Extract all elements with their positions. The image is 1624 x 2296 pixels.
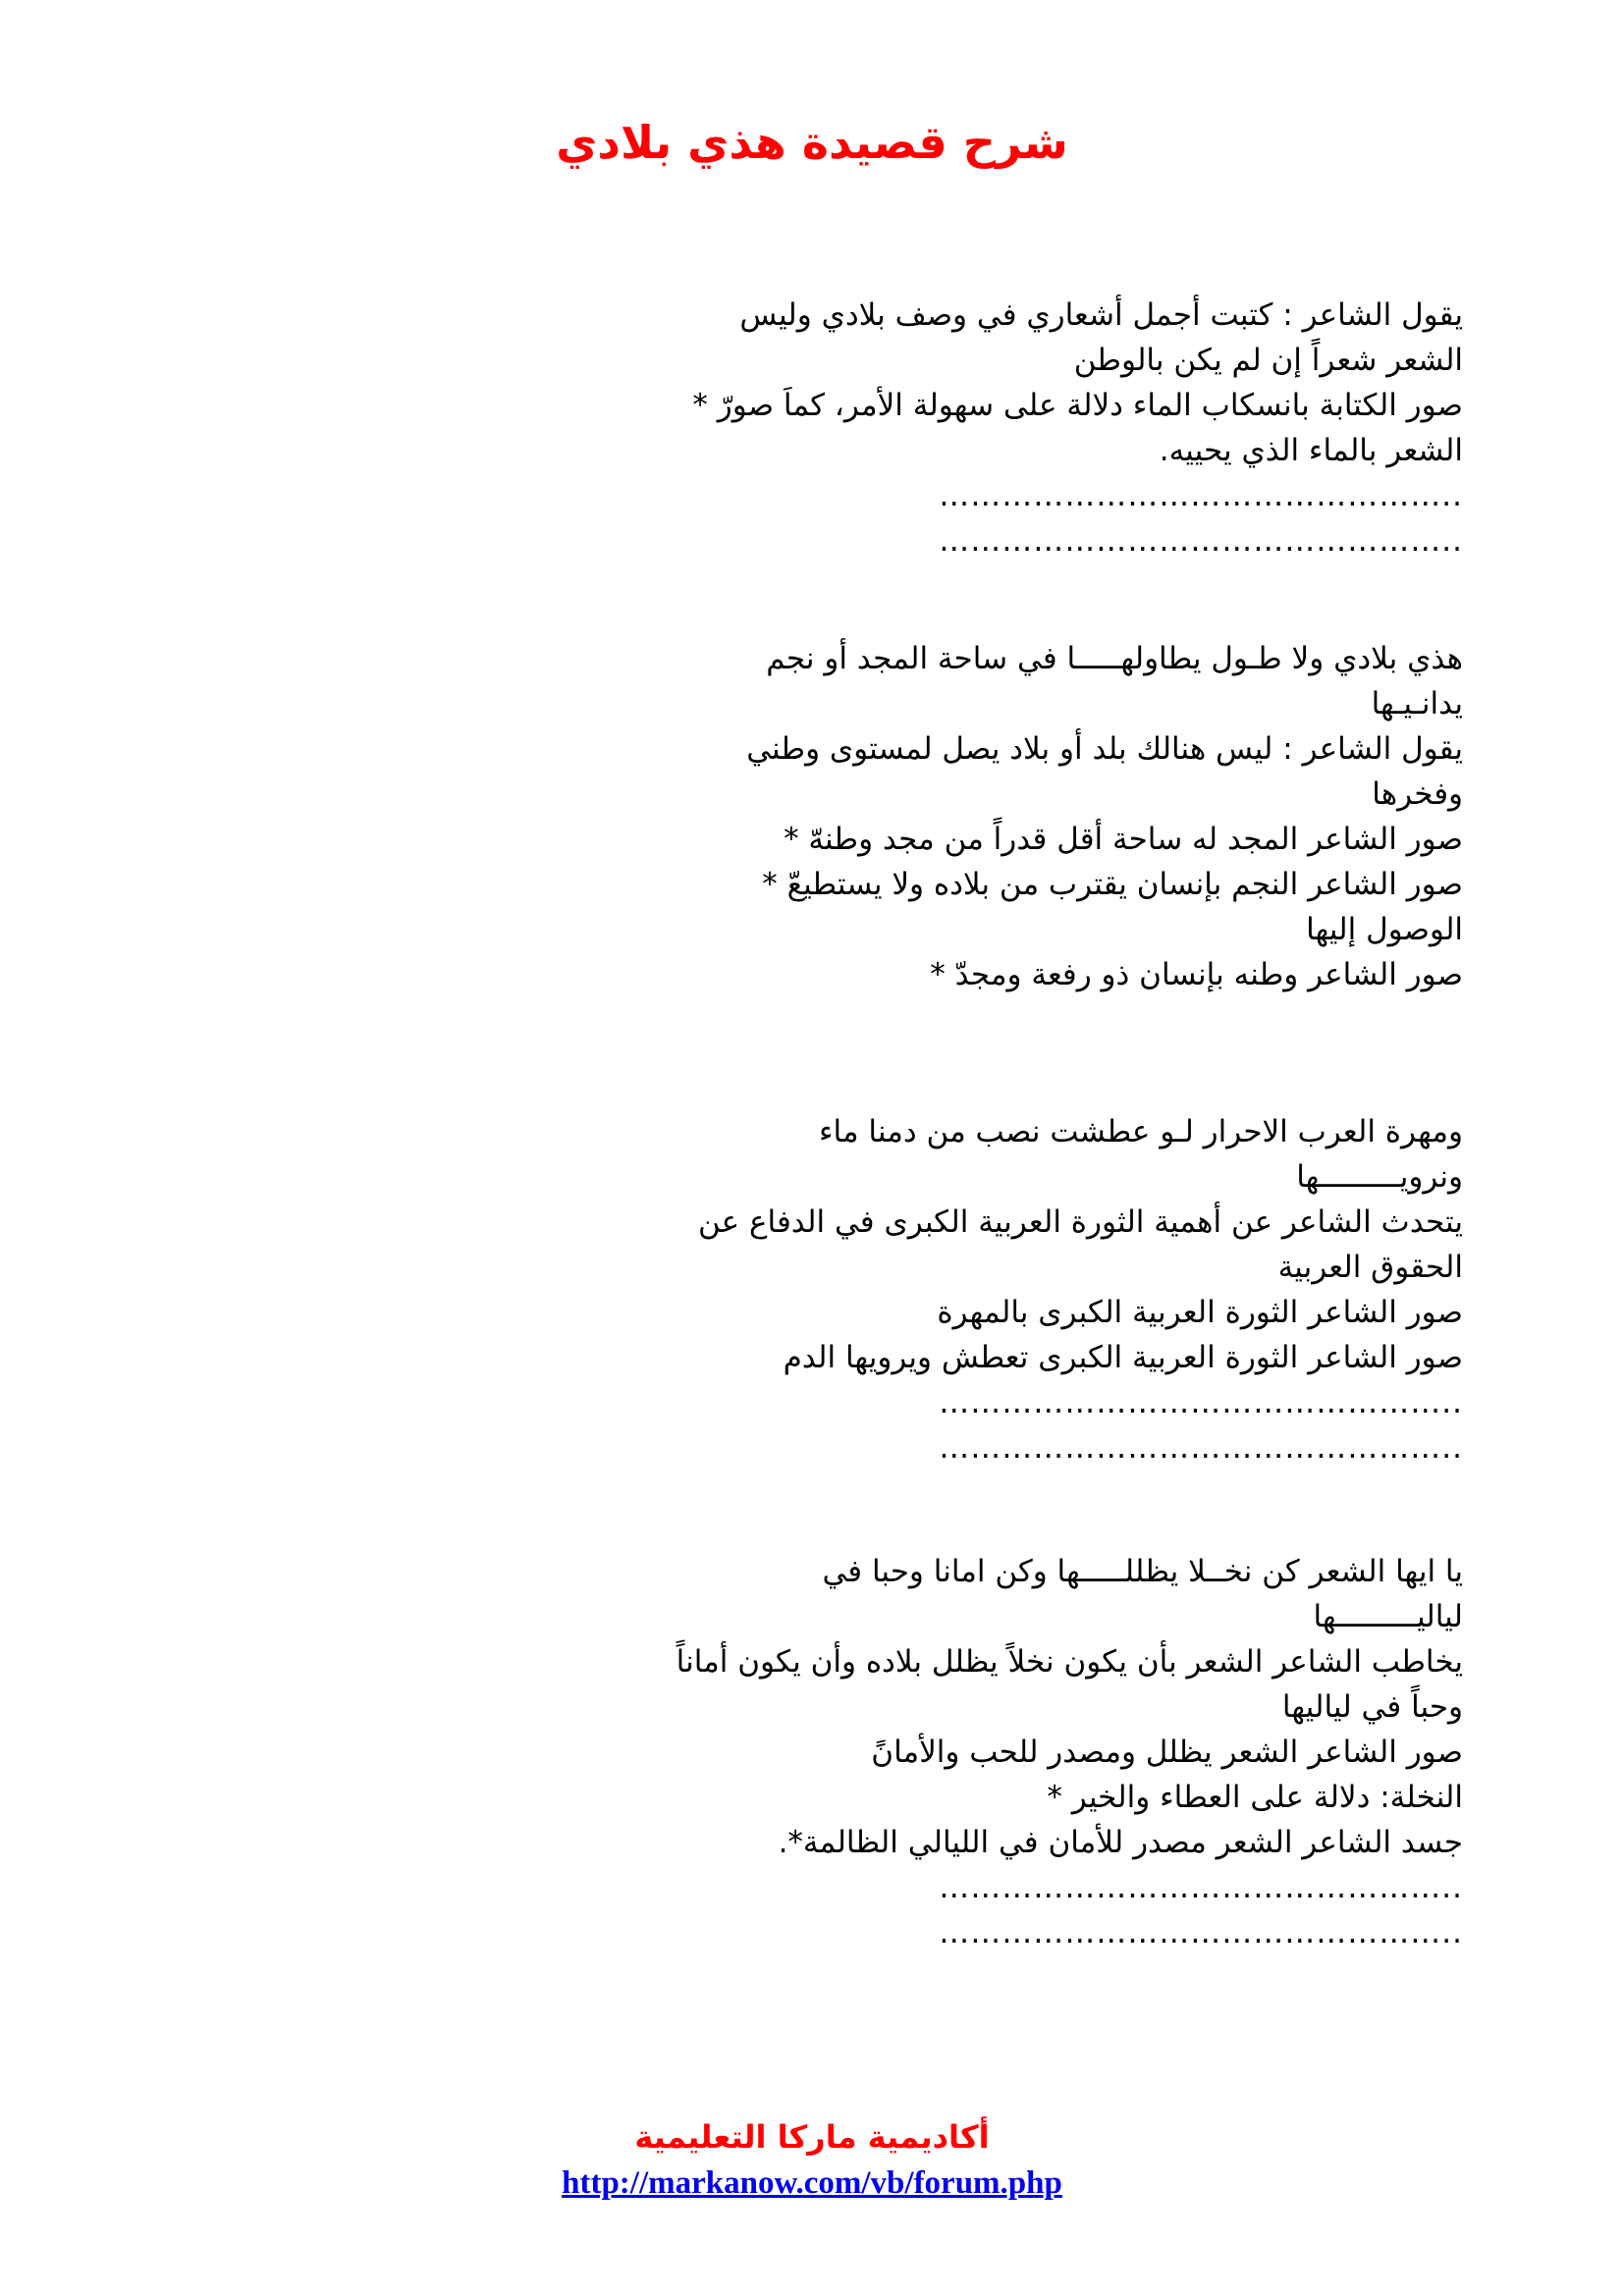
blank-answer-line: ………………………………………….. [939, 478, 1463, 513]
text-line: صور الكتابة بانسكاب الماء دلالة على سهولة الأمر، كماَ صورّ * [692, 388, 1463, 423]
commentary-section [677, 1109, 1463, 1470]
text-line: وفخرها [1372, 776, 1463, 812]
blank-answer-line: ………………………………………….. [939, 1870, 1463, 1905]
text-line: صور الشاعر الشعر يظلل ومصدر للحب والأمانًَ [871, 1735, 1463, 1770]
text-line: الشعر بالماء الذي يحييه. [1159, 433, 1463, 468]
blank-answer-line: ………………………………………….. [939, 1430, 1463, 1466]
text-line: صور الشاعر النجم بإنسان يقترب من بلاده ولا يستطيعّ * [762, 867, 1463, 902]
text-line: يا ايها الشعر كن نخــلا يظللـــــها وكن امانا وحبا في [822, 1554, 1463, 1589]
footer-link[interactable]: http://markanow.com/vb/forum.php [562, 2165, 1062, 2201]
text-line: يتحدث الشاعر عن أهمية الثورة العربية الكبرى في الدفاع عن [698, 1204, 1463, 1240]
text-line: وحباً في لياليها [1281, 1689, 1463, 1725]
text-line: ونرويـــــــــها [1296, 1159, 1463, 1195]
text-line: جسد الشاعر الشعر مصدر للأمان في الليالي الظالمة*. [778, 1825, 1463, 1860]
footer-organization: أكاديمية ماركا التعليمية [634, 2118, 990, 2156]
text-line: يقول الشاعر : كتبت أجمل أشعاري في وصف بلادي وليس [739, 297, 1463, 333]
blank-answer-line: ………………………………………….. [939, 1385, 1463, 1420]
text-line: صور الشاعر وطنه بإنسان ذو رفعة ومجدّ * [930, 957, 1463, 992]
text-line: الشعر شعراً إن لم يكن بالوطن [1073, 343, 1463, 378]
page-title: شرح قصيدة هذي بلادي [556, 116, 1068, 169]
commentary-section [677, 636, 1463, 997]
commentary-section [677, 293, 1463, 563]
blank-answer-line: ………………………………………….. [939, 1915, 1463, 1950]
blank-answer-line: ………………………………………….. [939, 523, 1463, 559]
commentary-section [677, 1549, 1463, 1955]
text-line: صور الشاعر المجد له ساحة أقل قدراً من مجد وطنهّ * [784, 822, 1463, 857]
text-line: يقول الشاعر : ليس هنالك بلد أو بلاد يصل لمستوى وطني [746, 731, 1463, 767]
text-line: الحقوق العربية [1277, 1250, 1463, 1285]
text-line: هذي بلادي ولا طـول يطاولهـــــا في ساحة المجد أو نجم [766, 641, 1463, 676]
text-line: لياليـــــــــها [1313, 1599, 1463, 1634]
text-line: صور الشاعر الثورة العربية الكبرى بالمهرة [937, 1295, 1463, 1330]
text-line: ومهرة العرب الاحرار لـو عطشت نصب من دمنا ماء [818, 1114, 1463, 1149]
text-line: النخلة: دلالة على العطاء والخير * [1047, 1780, 1463, 1815]
text-line: يخاطب الشاعر الشعر بأن يكون نخلاً يظلل بلاده وأن يكون أماناً [676, 1644, 1463, 1680]
text-line: الوصول إليها [1306, 912, 1463, 947]
text-line: يدانـيـها [1371, 686, 1463, 721]
text-line: صور الشاعر الثورة العربية الكبرى تعطش ويرويها الدم [783, 1340, 1463, 1375]
